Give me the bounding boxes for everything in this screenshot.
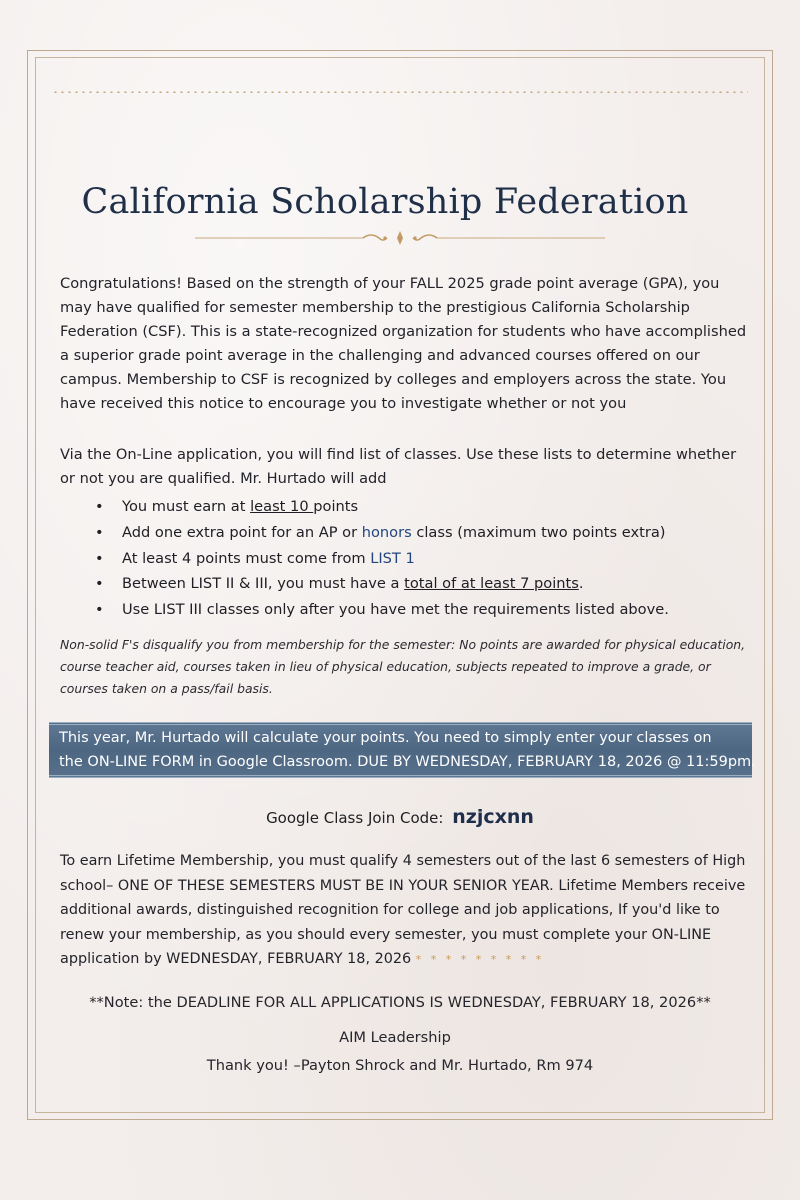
- signature-line: Thank you! –Payton Shrock and Mr. Hurtado, Rm 974: [206, 1057, 594, 1074]
- list-item: • Use LIST III classes only after you have met the requirements listed above.: [95, 597, 745, 623]
- list-item: • Add one extra point for an AP or honors class (maximum two points extra): [95, 520, 745, 546]
- application-paragraph: Via the On-Line application, you will find list of classes. Use these lists to determine whether or not you are qualified. Mr. Hurtado will add: [60, 446, 737, 487]
- ornament-divider-icon: [195, 230, 605, 246]
- lifetime-paragraph: To earn Lifetime Membership, you must qualify 4 semesters out of the last 6 semesters of High school– ONE OF THESE SEMESTERS MUST BE IN YOUR SENIOR YEAR. Lifetime Members receive additional awards, distinguished recognition for college and job applications, If you'd like to renew your membership, as you should every semester, you must complete your ON-LINE application by WEDNESDAY, FEBRUARY 18, 2026 * * * * * * * * *: [60, 853, 746, 967]
- list-item: • You must earn at least 10 points: [95, 494, 745, 520]
- organization-name: AIM Leadership: [339, 1029, 451, 1046]
- intro-paragraph: Congratulations! Based on the strength of your FALL 2025 grade point average (GPA), you may have qualified for semester membership to the prestigious California Scholarship Federation (CSF). This is a state-recognized organization for students who have accomplished a superior grade point average in the challenging and advanced courses offered on our campus. Membership to CSF is recognized by colleges and employers across the state. You have received this notice to encourage you to investigate whether or not you: [60, 275, 747, 412]
- join-code-line: [0, 806, 800, 828]
- disqualify-note: Non-solid F's disqualify you from membership for the semester: No points are awarded for physical education, course teacher aid, courses taken in lieu of physical education, subjects repeated to improve a grade, or courses taken on a pass/fail basis.: [60, 637, 746, 696]
- list-item: • Between LIST II & III, you must have a total of at least 7 points.: [95, 571, 745, 597]
- deadline-note: **Note: the DEADLINE FOR ALL APPLICATIONS IS WEDNESDAY, FEBRUARY 18, 2026**: [89, 994, 711, 1011]
- stars-decoration: * * * * * * * * *: [415, 953, 545, 966]
- join-code: nzjcxnn: [452, 806, 534, 828]
- join-code-label: Google Class Join Code:: [266, 809, 444, 827]
- banner-line-1: This year, Mr. Hurtado will calculate your points. You need to simply enter your classes on: [59, 730, 712, 746]
- banner-line-2: the ON-LINE FORM in Google Classroom. DUE BY WEDNESDAY, FEBRUARY 18, 2026 @ 11:59pm.: [59, 754, 756, 770]
- requirements-list: [95, 494, 745, 623]
- dotted-divider: [52, 91, 748, 93]
- list-item: • At least 4 points must come from LIST 1: [95, 546, 745, 572]
- banner-text: [59, 726, 759, 774]
- page-title: California Scholarship Federation: [81, 182, 689, 222]
